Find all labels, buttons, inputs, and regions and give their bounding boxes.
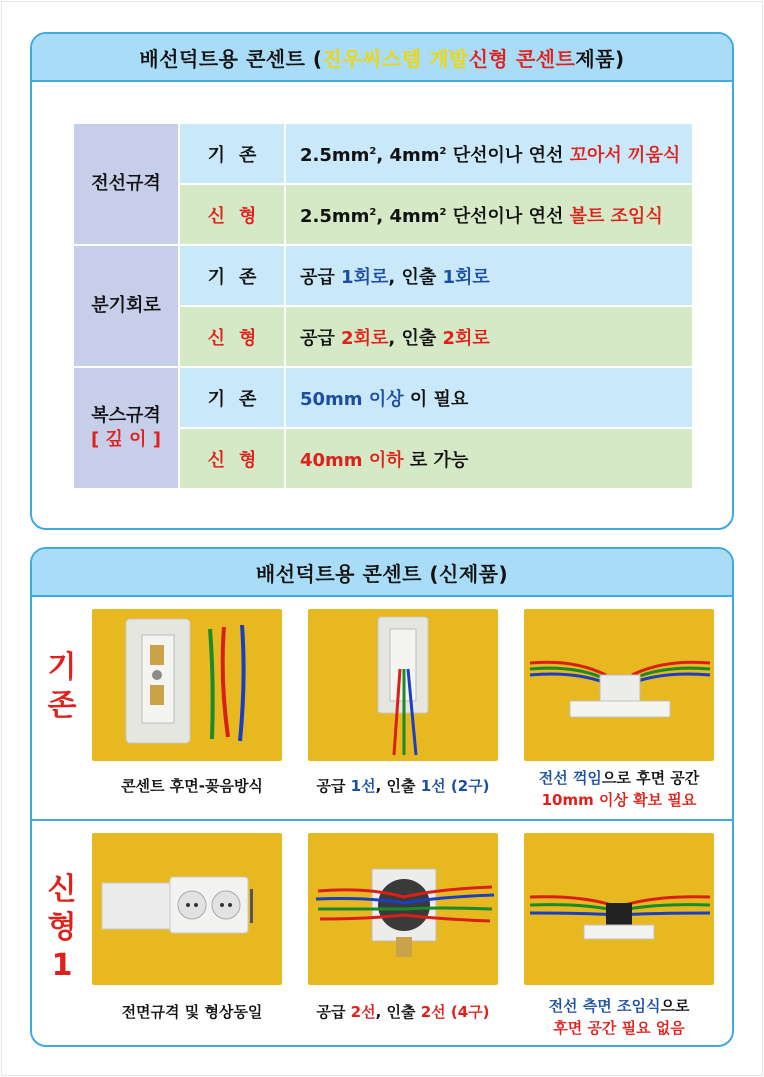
title-part-1: 배선덕트용 콘센트 ( xyxy=(139,46,323,71)
category-wire-spec: 전선규격 xyxy=(73,123,179,245)
desc-text: 로 가능 xyxy=(403,449,469,471)
desc-text: 단선이나 연선 xyxy=(446,205,570,227)
title-part-3: 신형 콘센트 xyxy=(468,46,576,71)
photo-new-side xyxy=(524,833,714,985)
outlet-side-image xyxy=(524,609,714,761)
desc-text: 이 필요 xyxy=(403,388,469,410)
outlet-rear-image xyxy=(92,609,282,761)
title-part-2: 진우씨스템 개발 xyxy=(322,46,469,71)
desc-highlight: 볼트 조임식 xyxy=(569,205,663,227)
caption-text: , 인출 xyxy=(375,777,421,795)
photo-new-front xyxy=(92,833,282,985)
desc-wire-new xyxy=(285,184,693,245)
caption-highlight: 후면 공간 필요 없음 xyxy=(553,1019,685,1037)
caption-highlight: 2선 xyxy=(420,1003,446,1021)
superscript: 2 xyxy=(369,206,377,218)
photo-old-rear xyxy=(92,609,282,761)
desc-box-old xyxy=(285,367,693,428)
desc-highlight: 1회로 xyxy=(442,266,490,288)
spec-comparison-table xyxy=(72,122,694,490)
photo-old-wiring xyxy=(308,609,498,761)
caption-highlight: 10mm 이상 확보 필요 xyxy=(541,791,697,809)
category-sub-label: [ 깊 이 ] xyxy=(90,429,162,450)
side-label-char: 기 xyxy=(47,650,77,685)
caption-highlight: (4구) xyxy=(445,1003,490,1021)
caption-old-wiring xyxy=(293,775,513,797)
comparison-title xyxy=(32,34,732,82)
category-branch-circuit: 분기회로 xyxy=(73,245,179,367)
caption-highlight: 1선 xyxy=(420,777,446,795)
superscript: 2 xyxy=(439,206,447,218)
desc-box-new xyxy=(285,428,693,489)
side-label-char: 형 xyxy=(47,910,77,945)
category-box-spec xyxy=(73,367,179,489)
desc-text: 공급 xyxy=(300,266,342,288)
photo-new-wiring xyxy=(308,833,498,985)
caption-highlight: (2구) xyxy=(445,777,490,795)
comparison-panel xyxy=(30,32,734,530)
caption-highlight: 전선 꺽임 xyxy=(538,769,602,787)
caption-text: 공급 xyxy=(316,1003,351,1021)
desc-text: , 4mm xyxy=(376,205,440,227)
desc-text: 2.5mm xyxy=(300,205,370,227)
product-title: 배선덕트용 콘센트 (신제품) xyxy=(32,549,732,597)
side-label-char: 1 xyxy=(51,948,73,983)
photo-old-side xyxy=(524,609,714,761)
type-new: 신형 xyxy=(179,428,285,489)
caption-highlight: 전선 측면 조임식 xyxy=(548,997,661,1015)
desc-text: , 인출 xyxy=(388,327,443,349)
side-label-char: 존 xyxy=(47,688,77,723)
desc-highlight: 2회로 xyxy=(341,327,389,349)
type-new: 신형 xyxy=(179,306,285,367)
title-part-4: 제품) xyxy=(575,46,625,71)
desc-highlight: 40mm 이하 xyxy=(300,449,404,471)
caption-text: 공급 xyxy=(316,777,351,795)
type-old: 기존 xyxy=(179,123,285,184)
desc-highlight: 1회로 xyxy=(341,266,389,288)
side-label-old xyxy=(36,649,88,725)
caption-old-rear: 콘센트 후면-꽂음방식 xyxy=(121,777,263,795)
desc-wire-old xyxy=(285,123,693,184)
desc-text: 공급 xyxy=(300,327,342,349)
product-photo-panel xyxy=(30,547,734,1047)
caption-highlight: 1선 xyxy=(350,777,376,795)
table-row xyxy=(73,123,693,184)
desc-highlight: 2회로 xyxy=(442,327,490,349)
table-row xyxy=(73,367,693,428)
caption-new-front: 전면규격 및 형상동일 xyxy=(121,1003,263,1021)
type-old: 기존 xyxy=(179,367,285,428)
caption-highlight: 2선 xyxy=(350,1003,376,1021)
caption-old-side xyxy=(509,767,729,811)
desc-branch-old xyxy=(285,245,693,306)
outlet-new-wiring-image xyxy=(308,833,498,985)
category-label: 복스규격 xyxy=(91,405,161,426)
type-new: 신형 xyxy=(179,184,285,245)
desc-branch-new xyxy=(285,306,693,367)
side-label-new xyxy=(36,871,88,985)
outlet-front-image xyxy=(92,833,282,985)
desc-text: , 인출 xyxy=(388,266,443,288)
caption-text: 으로 후면 공간 xyxy=(601,769,700,787)
caption-text: , 인출 xyxy=(375,1003,421,1021)
caption-new-wiring xyxy=(293,1001,513,1023)
side-label-char: 신 xyxy=(47,872,77,907)
outlet-new-side-image xyxy=(524,833,714,985)
desc-text: 단선이나 연선 xyxy=(446,144,570,166)
desc-highlight: 50mm 이상 xyxy=(300,388,404,410)
desc-text: 2.5mm xyxy=(300,144,370,166)
superscript: 2 xyxy=(439,145,447,157)
caption-text: 으로 xyxy=(660,997,690,1015)
desc-highlight: 꼬아서 끼움식 xyxy=(569,144,681,166)
desc-text: , 4mm xyxy=(376,144,440,166)
caption-new-side xyxy=(509,995,729,1039)
superscript: 2 xyxy=(369,145,377,157)
table-row xyxy=(73,245,693,306)
outlet-wiring-image xyxy=(308,609,498,761)
row-divider xyxy=(32,819,732,821)
type-old: 기존 xyxy=(179,245,285,306)
